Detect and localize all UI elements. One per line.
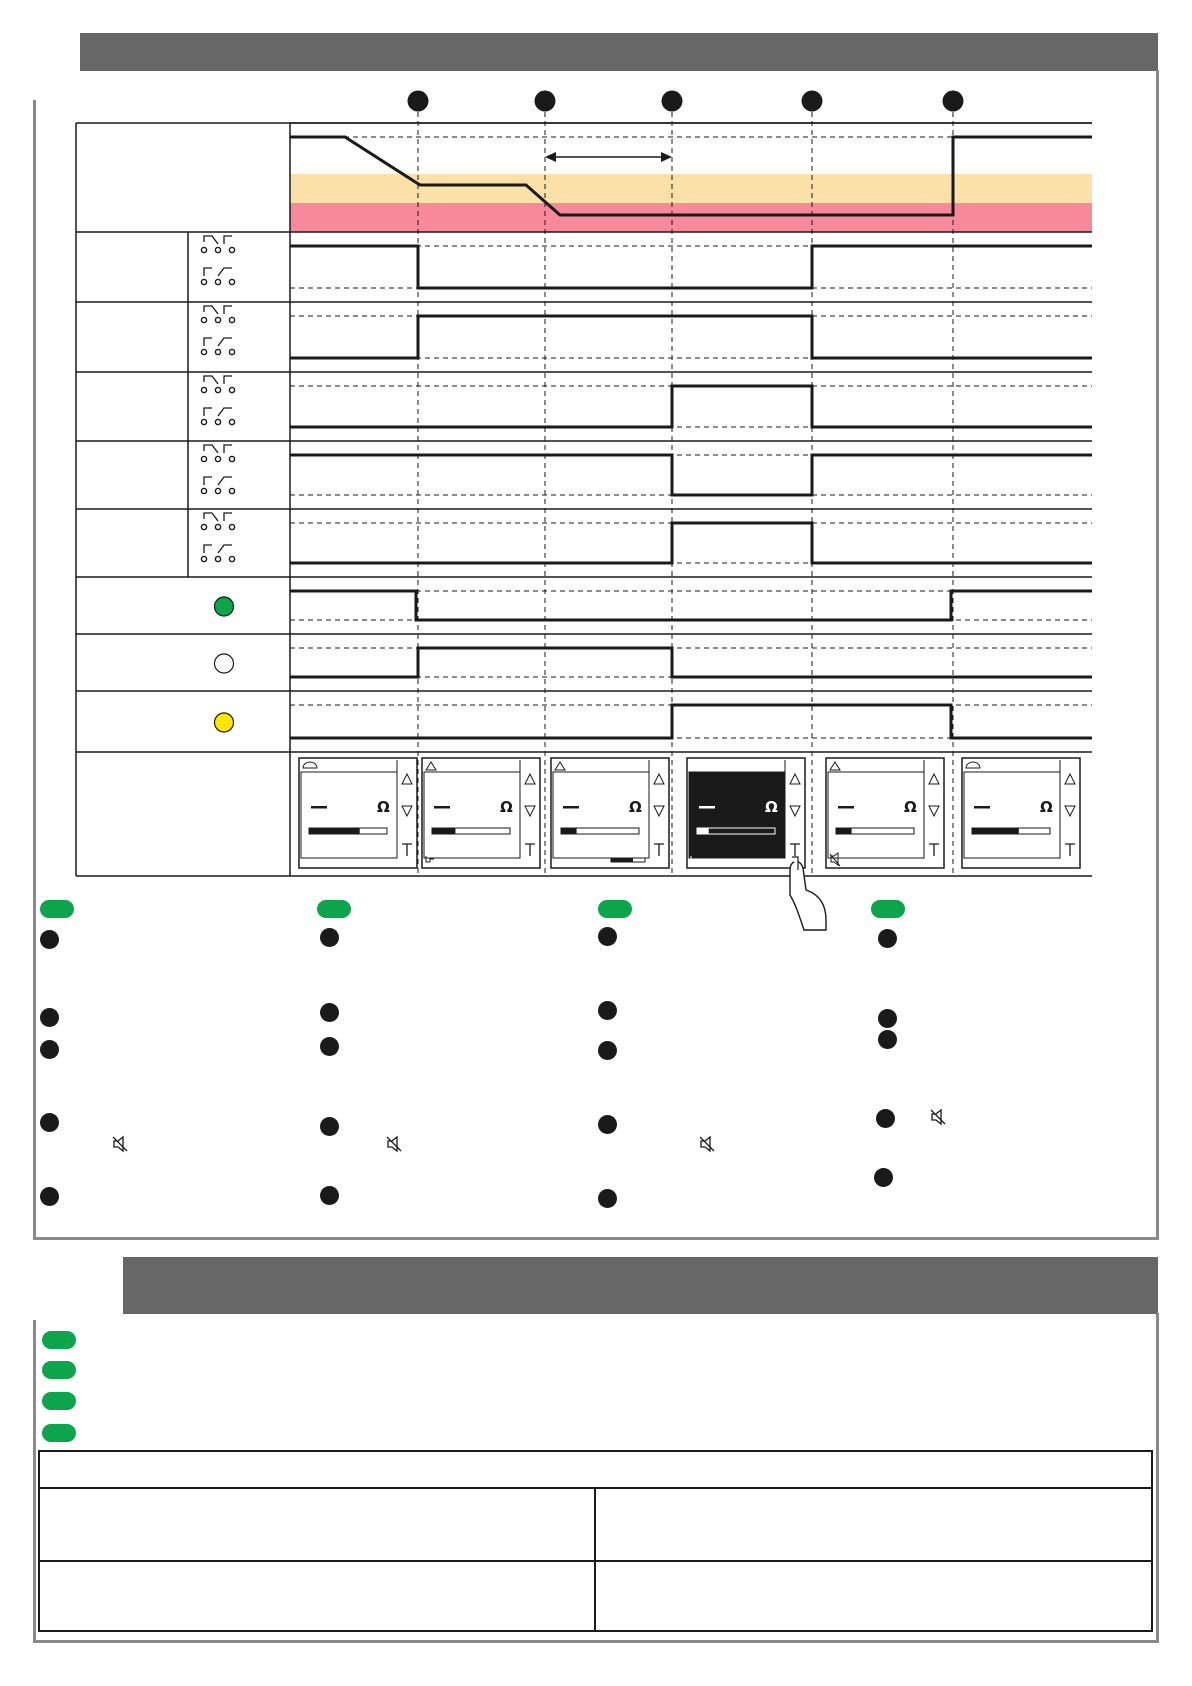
event-marker-5 — [943, 91, 964, 112]
contact-terminal — [201, 488, 206, 493]
contact-symbol — [204, 545, 232, 553]
display-panel — [299, 758, 417, 868]
level-bar-fill — [432, 828, 455, 834]
contact-terminal — [215, 488, 220, 493]
yellow-led-icon — [215, 713, 234, 732]
table-row — [40, 1562, 1151, 1630]
step-number-dot — [598, 1041, 617, 1060]
relay-2-signal — [290, 316, 1092, 358]
contact-terminal — [229, 247, 234, 252]
relay-contact-icon — [201, 236, 234, 285]
step-number-dot — [598, 1189, 617, 1208]
timer-bar-fill — [611, 858, 633, 862]
delay-arrow-head-right — [661, 152, 672, 162]
mute-icon — [699, 1135, 715, 1153]
event-marker-3 — [662, 91, 683, 112]
section-two-header — [123, 1257, 1158, 1314]
section-two-badge — [42, 1424, 76, 1442]
mute-icon — [386, 1135, 402, 1153]
step-number-dot — [40, 930, 59, 949]
contact-symbol — [204, 268, 232, 276]
contact-terminal — [201, 419, 206, 424]
step-number-dot — [598, 1001, 617, 1020]
contact-symbol — [204, 338, 232, 346]
step-number-dot — [878, 1030, 897, 1049]
contact-terminal — [201, 247, 206, 252]
alarm-threshold-band — [290, 203, 1092, 232]
relay-1-signal — [290, 246, 1092, 288]
contact-terminal — [229, 419, 234, 424]
contact-symbol — [204, 445, 232, 453]
contact-terminal — [215, 387, 220, 392]
step-number-dot — [598, 927, 617, 946]
step-number-dot — [40, 1040, 59, 1059]
contact-terminal — [201, 349, 206, 354]
relay-3-signal — [290, 386, 1092, 427]
step-number-dot — [40, 1187, 59, 1206]
step-number-dot — [876, 1109, 895, 1128]
step-number-dot — [40, 1113, 59, 1132]
value-dash — [434, 806, 450, 809]
level-bar-fill — [309, 828, 360, 834]
contact-terminal — [215, 279, 220, 284]
contact-terminal — [229, 317, 234, 322]
contact-terminal — [215, 317, 220, 322]
procedure-badge — [871, 900, 905, 918]
contact-symbol — [204, 513, 232, 521]
step-number-dot — [320, 928, 339, 947]
step-number-dot — [320, 1117, 339, 1136]
contact-terminal — [201, 524, 206, 529]
contact-symbol — [204, 306, 232, 314]
contact-terminal — [201, 556, 206, 561]
value-dash — [838, 806, 854, 809]
contact-terminal — [215, 419, 220, 424]
level-bar-fill — [836, 828, 852, 834]
table-cell — [40, 1489, 596, 1560]
value-dash — [563, 806, 579, 809]
contact-terminal — [229, 279, 234, 284]
contact-terminal — [229, 456, 234, 461]
relay-4-signal — [290, 455, 1092, 495]
display-panel — [962, 758, 1080, 868]
table-cell — [40, 1562, 596, 1630]
relay-contact-icon — [201, 376, 234, 425]
info-table — [38, 1450, 1153, 1632]
section-two-left-rule — [33, 1320, 36, 1643]
table-cell — [596, 1562, 1151, 1630]
resistance-unit-symbol: Ω — [629, 798, 642, 816]
step-number-dot — [320, 1003, 339, 1022]
white-led-icon — [215, 654, 234, 673]
contact-terminal — [215, 349, 220, 354]
level-bar-fill — [972, 828, 1019, 834]
procedure-badge — [598, 900, 632, 918]
relay-contact-icon — [201, 513, 234, 562]
step-number-dot — [598, 1115, 617, 1134]
pointing-hand-icon — [790, 861, 826, 930]
contact-terminal — [215, 456, 220, 461]
white-led-signal — [290, 648, 1092, 677]
green-led-signal — [290, 591, 1092, 620]
contact-terminal — [229, 488, 234, 493]
mute-icon — [112, 1135, 128, 1153]
contact-terminal — [229, 387, 234, 392]
table-row — [40, 1489, 1151, 1562]
yellow-led-signal — [290, 705, 1092, 738]
contact-symbol — [204, 236, 232, 244]
delay-arrow-head-left — [545, 152, 556, 162]
relay-contact-icon — [201, 306, 234, 355]
resistance-unit-symbol: Ω — [765, 798, 778, 816]
level-bar-fill — [561, 828, 577, 834]
event-marker-2 — [535, 91, 556, 112]
contact-terminal — [229, 524, 234, 529]
relay-contact-icon — [201, 445, 234, 494]
green-led-icon — [215, 597, 234, 616]
level-bar-fill — [697, 828, 709, 834]
resistance-unit-symbol: Ω — [904, 798, 917, 816]
contact-terminal — [215, 556, 220, 561]
contact-terminal — [229, 349, 234, 354]
display-panel — [687, 758, 805, 868]
section-two-badge — [42, 1392, 76, 1410]
display-panel — [826, 758, 944, 868]
table-cell — [596, 1489, 1151, 1560]
mute-icon — [930, 1108, 946, 1126]
contact-terminal — [201, 317, 206, 322]
section-two-badge — [42, 1331, 76, 1349]
display-panel — [422, 758, 540, 868]
value-dash — [699, 806, 715, 809]
section-two-badge — [42, 1361, 76, 1379]
table-header-row — [40, 1452, 1151, 1489]
procedure-badge — [40, 900, 74, 918]
contact-terminal — [201, 279, 206, 284]
contact-terminal — [215, 524, 220, 529]
value-dash — [974, 806, 990, 809]
step-number-dot — [40, 1008, 59, 1027]
resistance-unit-symbol: Ω — [377, 798, 390, 816]
contact-symbol — [204, 408, 232, 416]
resistance-unit-symbol: Ω — [1040, 798, 1053, 816]
contact-terminal — [201, 387, 206, 392]
contact-symbol — [204, 477, 232, 485]
step-number-dot — [878, 929, 897, 948]
step-number-dot — [320, 1186, 339, 1205]
contact-terminal — [215, 247, 220, 252]
step-number-dot — [878, 1009, 897, 1028]
resistance-unit-symbol: Ω — [500, 798, 513, 816]
contact-symbol — [204, 376, 232, 384]
display-panel — [551, 758, 669, 868]
event-marker-1 — [408, 91, 429, 112]
contact-terminal — [229, 556, 234, 561]
procedure-badge — [317, 900, 351, 918]
relay-5-signal — [290, 523, 1092, 563]
step-number-dot — [874, 1168, 893, 1187]
contact-terminal — [201, 456, 206, 461]
event-marker-4 — [802, 91, 823, 112]
value-dash — [311, 806, 327, 809]
step-number-dot — [320, 1037, 339, 1056]
